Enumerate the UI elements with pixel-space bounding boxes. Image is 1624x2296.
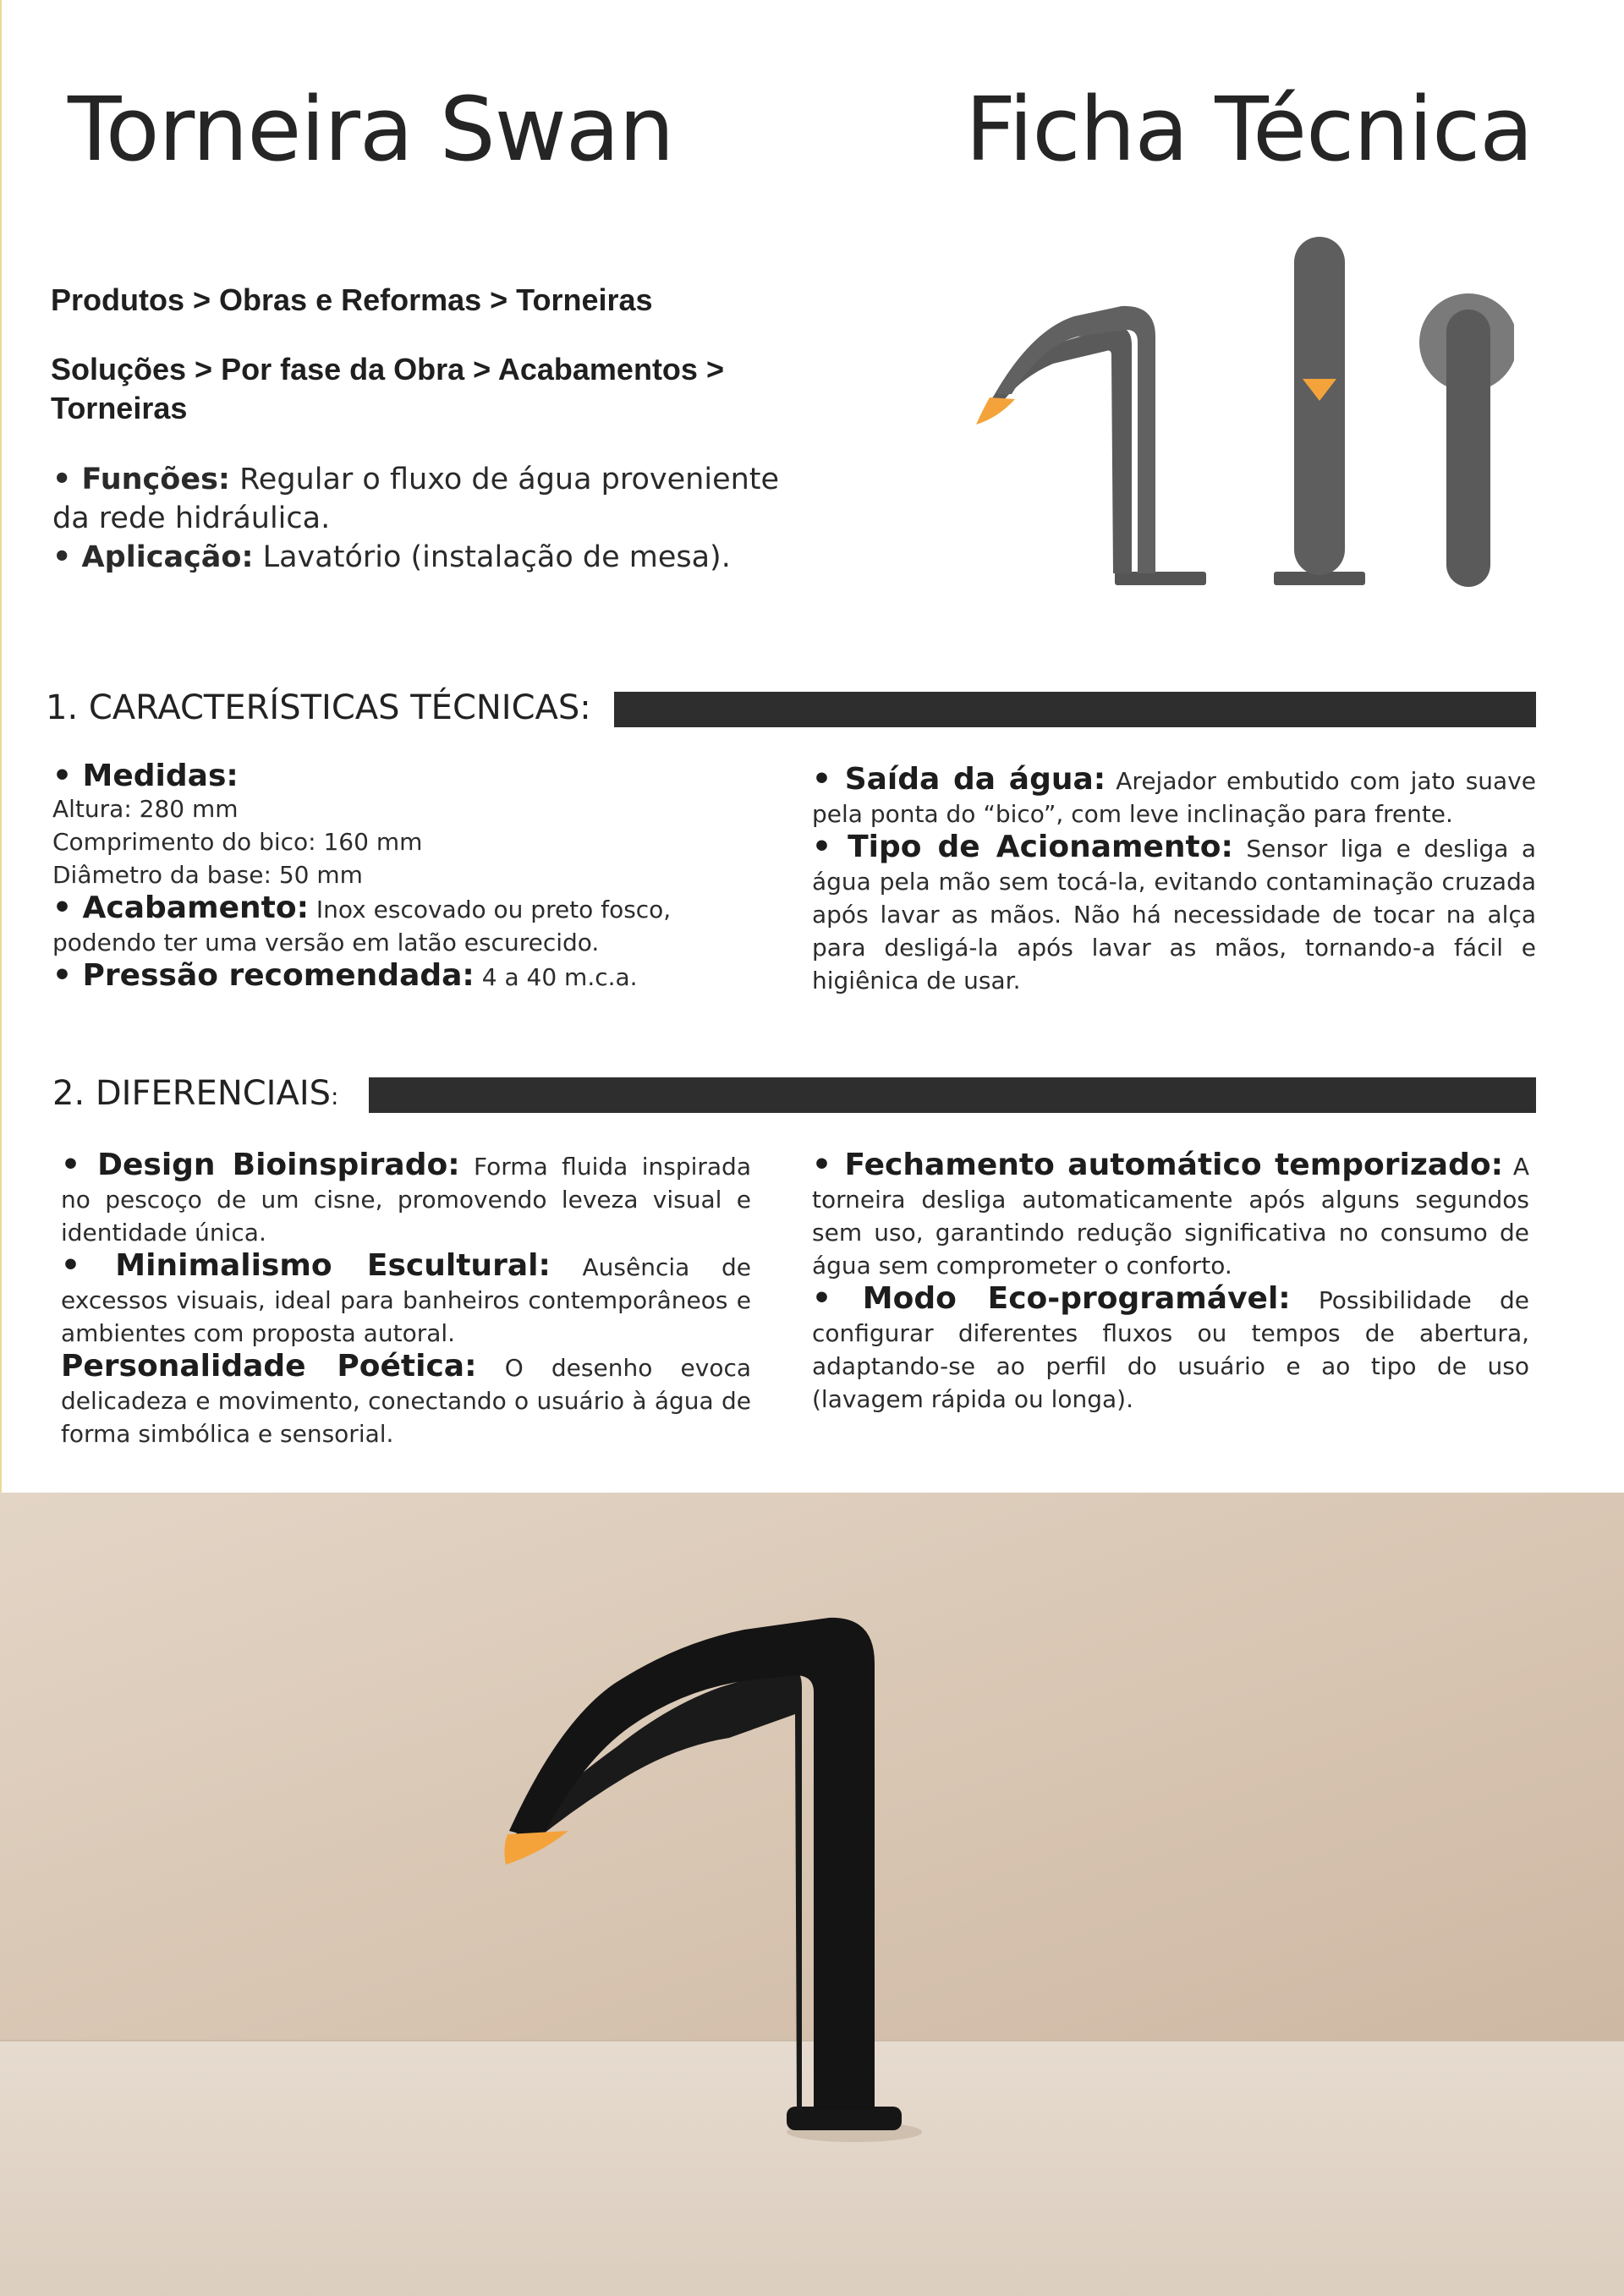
outlet-line bbox=[812, 763, 1536, 830]
pressure-text: 4 a 40 m.c.a. bbox=[481, 963, 638, 991]
product-render-photo bbox=[0, 1493, 1624, 2296]
functions-label: • Funções: bbox=[52, 463, 230, 496]
pressure-label: • Pressão recomendada: bbox=[52, 958, 475, 993]
side-view-aerator bbox=[976, 397, 1015, 425]
minimal-text: Ausência de excessos visuais, ideal para banheiros contemporâneos e ambientes com proposta autoral. bbox=[61, 1253, 751, 1347]
finish-text: Inox escovado ou preto fosco, podendo ter uma versão em latão escurecido. bbox=[52, 896, 672, 956]
measure-spout-length: Comprimento do bico: 160 mm bbox=[52, 828, 423, 856]
render-faucet-base bbox=[787, 2107, 902, 2130]
design-text: Forma fluida inspirada no pescoço de um cisne, promovendo leveza visual e identidade única. bbox=[61, 1153, 751, 1247]
outlet-label: • Saída da água: bbox=[812, 762, 1106, 797]
section-technical-bar bbox=[614, 692, 1536, 727]
faucet-front-view bbox=[1274, 237, 1365, 585]
render-countertop bbox=[0, 2041, 1624, 2296]
outlet-text: Arejador embutido com jato suave pela ponta do “bico”, com leve inclinação para frente. bbox=[812, 767, 1536, 828]
auto-close-text: A torneira desliga automaticamente após alguns segundos sem uso, garantindo redução significativa no consumo de água sem comprometer o conforto. bbox=[812, 1153, 1529, 1280]
poetic-text: O desenho evoca delicadeza e movimento, conectando o usuário à água de forma simbólica e sensorial. bbox=[61, 1354, 751, 1448]
measure-height: Altura: 280 mm bbox=[52, 795, 239, 823]
design-label: • Design Bioinspirado: bbox=[61, 1148, 460, 1182]
faucet-technical-drawings bbox=[905, 228, 1514, 609]
product-render-image bbox=[0, 1493, 1624, 2296]
section-technical-header bbox=[0, 685, 1624, 736]
side-view-base bbox=[1115, 572, 1206, 585]
design-line bbox=[61, 1148, 751, 1249]
auto-close-label: • Fechamento automático temporizado: bbox=[812, 1148, 1503, 1182]
section-differentials-title-text: 2. DIFERENCIAIS bbox=[52, 1074, 332, 1113]
eco-label: • Modo Eco-programável: bbox=[812, 1281, 1291, 1316]
application-text: Lavatório (instalação de mesa). bbox=[262, 540, 731, 574]
top-view-spout bbox=[1446, 310, 1490, 587]
differentials-left bbox=[61, 1148, 751, 1450]
finish-line bbox=[52, 891, 754, 959]
section-differentials-title-colon: : bbox=[331, 1082, 339, 1110]
section-differentials-header bbox=[0, 1071, 1624, 1121]
poetic-line bbox=[61, 1350, 751, 1450]
faucet-top-view bbox=[1419, 293, 1514, 587]
render-wall bbox=[0, 1493, 1624, 2041]
measures-label: • Medidas: bbox=[52, 759, 239, 793]
auto-close-line bbox=[812, 1148, 1529, 1282]
functions-line bbox=[52, 460, 797, 538]
section-differentials-bar bbox=[369, 1077, 1536, 1113]
product-title: Torneira Swan bbox=[68, 78, 674, 181]
faucet-side-view bbox=[976, 306, 1206, 585]
pressure-line bbox=[52, 959, 754, 994]
sheet-title: Ficha Técnica bbox=[965, 78, 1533, 181]
breadcrumb-products: Produtos > Obras e Reformas > Torneiras bbox=[51, 282, 653, 317]
application-label: • Aplicação: bbox=[52, 540, 254, 574]
finish-label: • Acabamento: bbox=[52, 890, 309, 925]
section-differentials-title bbox=[52, 1074, 338, 1113]
technical-specs-left bbox=[52, 759, 754, 994]
section-technical-title: 1. CARACTERÍSTICAS TÉCNICAS: bbox=[46, 688, 591, 727]
front-view-body bbox=[1294, 237, 1345, 575]
breadcrumb-solutions: Soluções > Por fase da Obra > Acabamentos > Torneiras bbox=[51, 352, 724, 425]
activation-text: Sensor liga e desliga a água pela mão sem tocá-la, evitando contaminação cruzada após lavar as mãos. Não há necessidade de tocar na alça para desligá-la após lavar as mãos, tornando-a fácil e higiênica de usar. bbox=[812, 835, 1536, 995]
application-line bbox=[52, 538, 797, 577]
activation-line bbox=[812, 830, 1536, 997]
functions-text: Regular o fluxo de água proveniente da rede hidráulica. bbox=[52, 463, 780, 535]
activation-label: • Tipo de Acionamento: bbox=[812, 830, 1233, 864]
product-intro bbox=[52, 460, 797, 577]
poetic-label: Personalidade Poética: bbox=[61, 1349, 477, 1384]
eco-text: Possibilidade de configurar diferentes fluxos ou tempos de abertura, adaptando-se ao perfil do usuário e ao tipo de uso (lavagem rápida ou longa). bbox=[812, 1286, 1529, 1413]
differentials-right bbox=[812, 1148, 1529, 1416]
minimal-label: • Minimalismo Escultural: bbox=[61, 1248, 551, 1283]
minimal-line bbox=[61, 1249, 751, 1350]
measure-base-diameter: Diâmetro da base: 50 mm bbox=[52, 861, 363, 889]
technical-specs-right bbox=[812, 763, 1536, 997]
left-edge-line bbox=[0, 0, 2, 1493]
eco-line bbox=[812, 1282, 1529, 1416]
side-view-spout bbox=[991, 326, 1132, 573]
